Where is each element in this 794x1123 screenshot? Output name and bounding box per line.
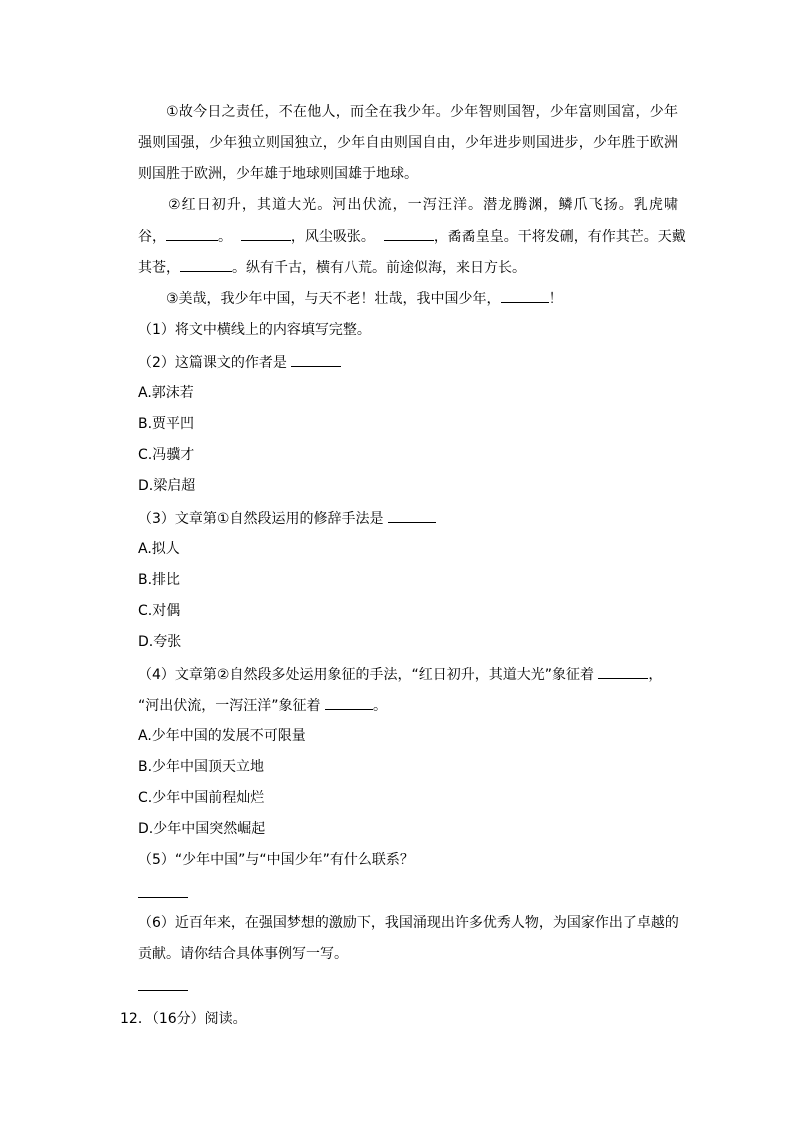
- p2-text-f: 。纵有千古，横有八荒。前途似海，来日方长。: [232, 260, 526, 276]
- question-5: （5）“少年中国”与“中国少年”有什么联系？: [138, 852, 414, 868]
- passage-p1-line1-text: ①故今日之责任，不在他人，而全在我少年。少年智则国智，少年富则国富，少年: [166, 104, 678, 120]
- question-4-line2: [138, 695, 387, 715]
- q2-option-a[interactable]: A.郭沫若: [138, 385, 194, 401]
- p3-text-b: ！: [548, 291, 563, 307]
- q4-option-d[interactable]: D.少年中国突然崛起: [138, 821, 266, 837]
- passage-p3-line: [166, 288, 563, 308]
- q4-option-a[interactable]: A.少年中国的发展不可限量: [138, 728, 306, 744]
- q3-option-c[interactable]: C.对偶: [138, 603, 181, 619]
- passage-p2-line1: [168, 195, 678, 215]
- fill-blank-1[interactable]: [166, 226, 218, 241]
- q4-option-c[interactable]: C.少年中国前程灿烂: [138, 790, 265, 806]
- q2-option-b[interactable]: B.贾平凹: [138, 416, 195, 432]
- question-2: [138, 352, 341, 372]
- q4-option-b[interactable]: B.少年中国顶天立地: [138, 759, 265, 775]
- answer-line-q5[interactable]: [138, 897, 188, 898]
- q3-option-a[interactable]: A.拟人: [138, 541, 180, 557]
- passage-p1-line3: 则国胜于欧洲，少年雄于地球则国雄于地球。: [138, 166, 418, 182]
- q2-option-c[interactable]: C.冯骥才: [138, 447, 195, 463]
- p2-text-d: ，矞矞皇皇。干将发硎，有作其芒。天戴: [433, 229, 686, 245]
- question-3-text: （3）文章第①自然段运用的修辞手法是: [138, 511, 384, 527]
- question-4-text: （4）文章第②自然段多处运用象征的手法，“红日初升，其道大光”象征着: [138, 667, 594, 683]
- question-6-line1-text: （6）近百年来，在强国梦想的激励下，我国涌现出许多优秀人物，为国家作出了卓越的: [138, 915, 679, 931]
- p3-text-a: ③美哉，我少年中国，与天不老！壮哉，我中国少年，: [166, 291, 501, 307]
- p2-text-b: 。: [218, 229, 232, 245]
- question-4-text-2: “河出伏流，一泻汪洋”象征着: [138, 698, 321, 714]
- question-2-text: （2）这篇课文的作者是: [138, 355, 287, 371]
- answer-blank-q3[interactable]: [388, 508, 436, 523]
- fill-blank-4[interactable]: [180, 257, 232, 272]
- answer-blank-q4-1[interactable]: [598, 664, 648, 679]
- question-3: [138, 508, 436, 528]
- passage-p1-line2: [138, 133, 678, 153]
- fill-blank-3[interactable]: [384, 226, 434, 241]
- passage-p1-line1: [166, 102, 678, 122]
- q2-option-d[interactable]: D.梁启超: [138, 478, 196, 494]
- answer-blank-q2[interactable]: [291, 352, 341, 367]
- answer-blank-q4-2[interactable]: [325, 695, 373, 710]
- q3-option-b[interactable]: B.排比: [138, 572, 181, 588]
- question-6-line2: 贡献。请你结合具体事例写一写。: [138, 946, 348, 962]
- p2-text-a: 谷，: [138, 229, 166, 245]
- q3-option-d[interactable]: D.夸张: [138, 634, 182, 650]
- question-1: （1）将文中横线上的内容填写完整。: [138, 322, 371, 338]
- p2-text-c: ，风尘吸张。: [290, 229, 375, 245]
- question-4-line1: [138, 664, 662, 684]
- answer-line-q6[interactable]: [138, 990, 188, 991]
- passage-p2-line1-text: ②红日初升，其道大光。河出伏流，一泻汪洋。潜龙腾渊，鳞爪飞扬。乳虎啸: [168, 197, 678, 213]
- question-4-comma: ，: [648, 667, 663, 683]
- question-4-period: 。: [372, 698, 387, 714]
- p2-text-e: 其苍，: [138, 260, 180, 276]
- passage-p1-line2-text: 强则国强，少年独立则国独立，少年自由则国自由，少年进步则国进步，少年胜于欧洲: [138, 135, 678, 151]
- fill-blank-2[interactable]: [241, 226, 291, 241]
- fill-blank-5[interactable]: [501, 288, 549, 303]
- next-question-heading: 12．（16分）阅读。: [120, 1011, 247, 1027]
- passage-p2-line3: [138, 257, 526, 277]
- question-6-line1: [138, 913, 678, 933]
- passage-p2-line2: [138, 226, 686, 246]
